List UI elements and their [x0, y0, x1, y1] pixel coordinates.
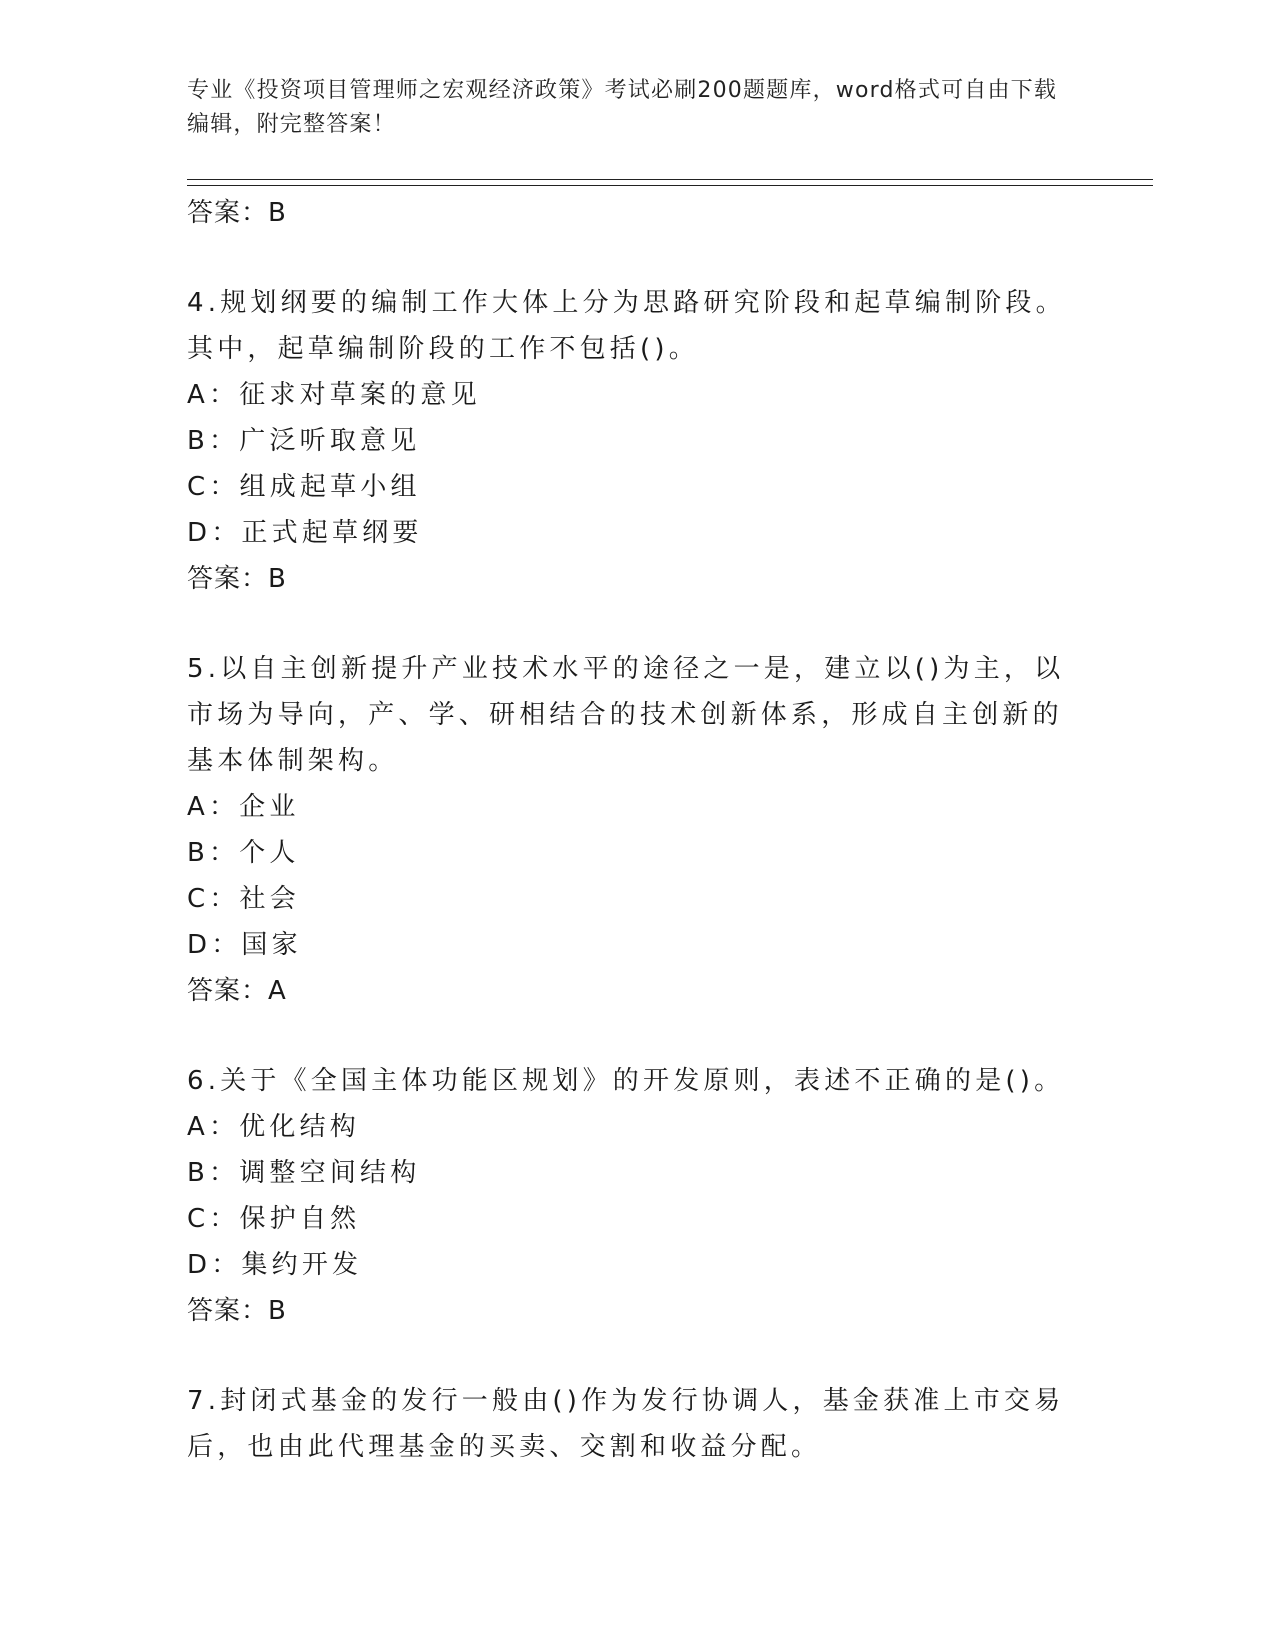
question-text: 6.关于《全国主体功能区规划》的开发原则，表述不正确的是()。: [187, 1066, 1065, 1096]
option-d: D：正式起草纲要: [187, 518, 423, 548]
option-a: A：优化结构: [187, 1112, 360, 1142]
option-c: C：保护自然: [187, 1204, 361, 1234]
answer: 答案：A: [187, 976, 287, 1006]
option-d: D：国家: [187, 930, 302, 960]
spacer: [187, 602, 1067, 646]
option-d: D：集约开发: [187, 1250, 363, 1280]
question-6: [187, 1058, 1067, 1334]
header-divider-top: [187, 179, 1153, 180]
question-5: [187, 646, 1067, 1014]
question-text: 5.以自主创新提升产业技术水平的途径之一是，建立以()为主，以市场为导向，产、学、研相结合的技术创新体系，形成自主创新的基本体制架构。: [187, 654, 1065, 776]
question-4: [187, 280, 1067, 602]
question-text: 4.规划纲要的编制工作大体上分为思路研究阶段和起草编制阶段。其中，起草编制阶段的工作不包括()。: [187, 288, 1066, 364]
header-divider-bottom: [187, 185, 1153, 186]
spacer: [187, 1014, 1067, 1058]
question-7: [187, 1378, 1067, 1470]
option-b: B：调整空间结构: [187, 1158, 421, 1188]
option-b: B：广泛听取意见: [187, 426, 421, 456]
option-b: B：个人: [187, 838, 300, 868]
previous-answer: 答案：B: [187, 198, 287, 228]
spacer: [187, 236, 1067, 280]
option-c: C：社会: [187, 884, 300, 914]
option-a: A：企业: [187, 792, 300, 822]
question-text: 7.封闭式基金的发行一般由()作为发行协调人，基金获准上市交易后，也由此代理基金的买卖、交割和收益分配。: [187, 1386, 1065, 1462]
header-text: 专业《投资项目管理师之宏观经济政策》考试必刷200题题库，word格式可自由下载编辑，附完整答案！: [187, 78, 1058, 137]
document-header: [187, 74, 1067, 142]
option-c: C：组成起草小组: [187, 472, 421, 502]
answer: 答案：B: [187, 564, 287, 594]
answer: 答案：B: [187, 1296, 287, 1326]
spacer: [187, 1334, 1067, 1378]
option-a: A：征求对草案的意见: [187, 380, 481, 410]
document-body: [187, 190, 1067, 1470]
